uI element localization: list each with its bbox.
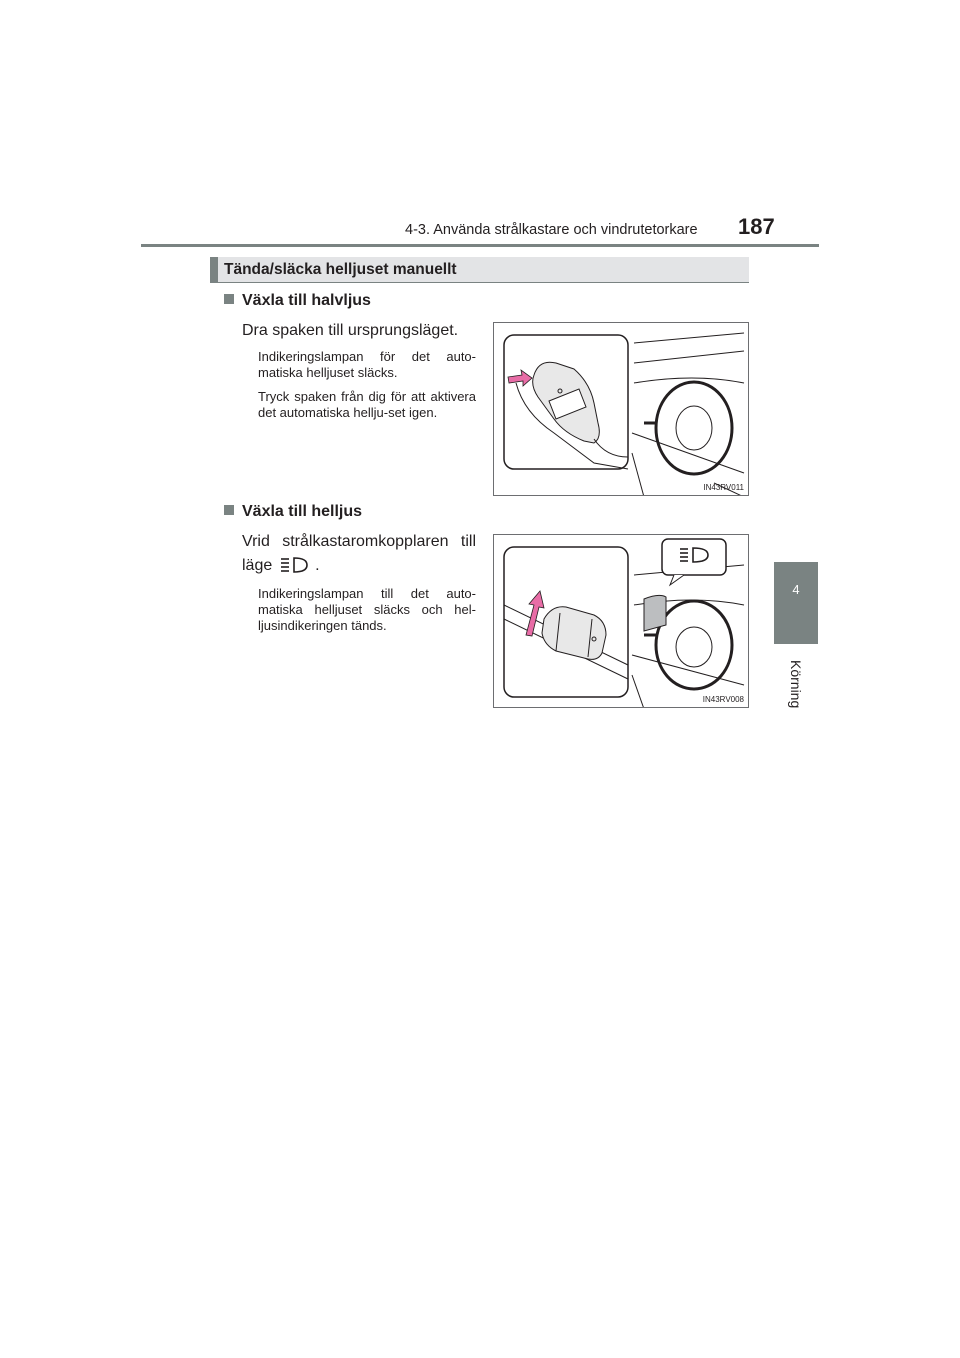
subheading-text: Växla till halvljus xyxy=(242,292,371,309)
section-title-bar xyxy=(210,257,749,283)
note-text: Indikeringslampan till det auto-matiska helljuset släcks och hel-ljusindikeringen tänds. xyxy=(258,586,476,633)
subheading-high-beam xyxy=(224,503,362,521)
figure-high-beam xyxy=(493,534,749,708)
figure-code: IN43RV011 xyxy=(703,483,744,492)
chapter-number: 4 xyxy=(792,582,800,597)
subheading-low-beam xyxy=(224,292,371,310)
note-text: Tryck spaken från dig för att aktivera det automatiska hellju-set igen. xyxy=(258,389,476,420)
section-title: Tända/släcka helljuset manuellt xyxy=(224,261,457,278)
lever-rotate-illustration xyxy=(494,535,749,708)
subheading-text: Växla till helljus xyxy=(242,503,363,520)
instruction-text: Dra spaken till ursprungsläget. xyxy=(242,322,459,339)
figure-low-beam xyxy=(493,322,749,496)
instruction-text xyxy=(242,530,476,582)
note-text: Indikeringslampan för det auto-matiska helljuset släcks. xyxy=(258,349,476,380)
header-rule xyxy=(141,244,819,247)
square-bullet-icon xyxy=(224,294,234,304)
instruction-text-part2: . xyxy=(315,557,320,574)
header-section-title: 4-3. Använda strålkastare och vindrutetorkare xyxy=(405,222,698,238)
chapter-tab xyxy=(774,562,818,644)
square-bullet-icon xyxy=(224,505,234,515)
figure-code: IN43RV008 xyxy=(702,695,744,704)
chapter-label: Körning xyxy=(788,660,804,709)
section-accent xyxy=(210,257,218,283)
indicator-callout xyxy=(662,539,726,575)
instruction-text-part1: Vrid strålkastaromkopplaren till läge xyxy=(242,533,476,574)
lever-pull-illustration xyxy=(494,323,749,496)
page-number: 187 xyxy=(738,214,775,239)
high-beam-icon xyxy=(279,556,309,582)
